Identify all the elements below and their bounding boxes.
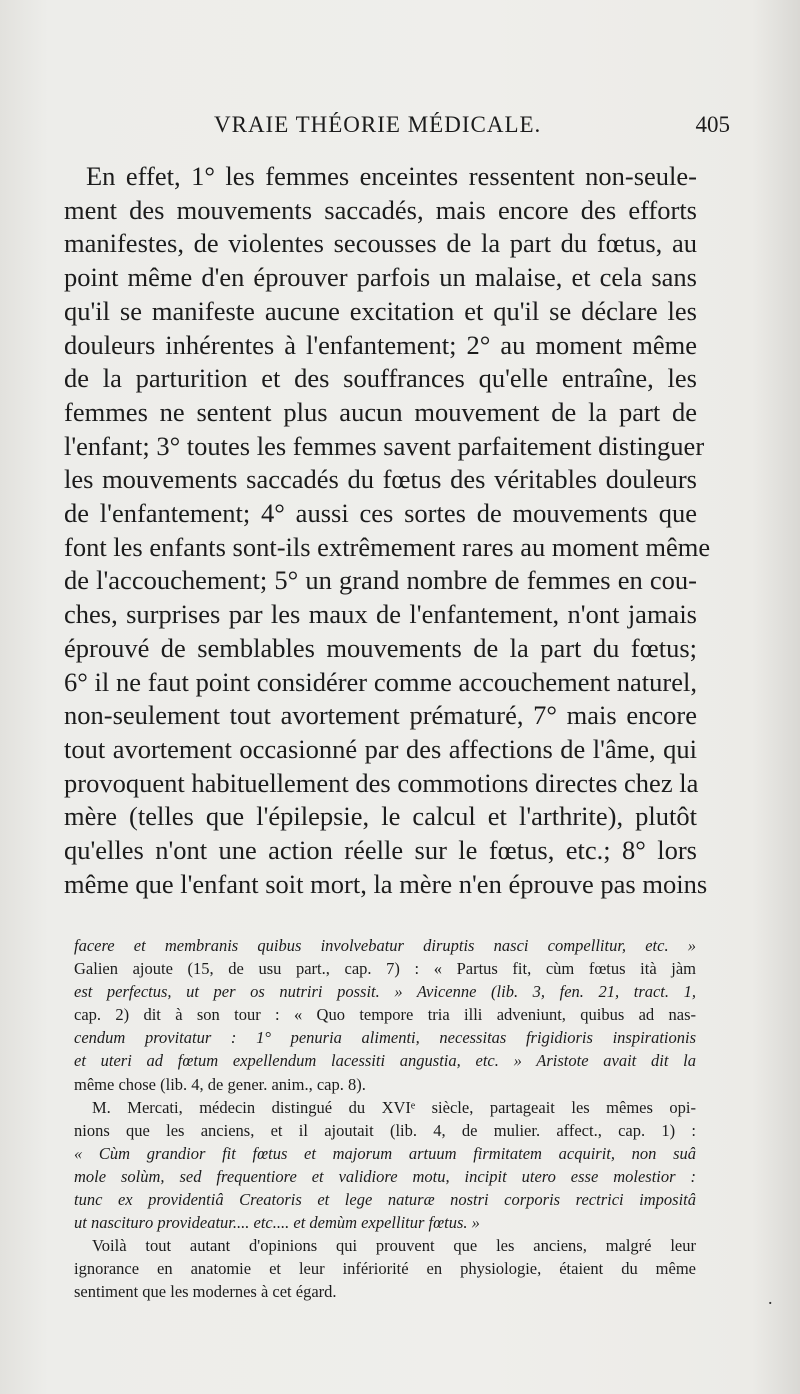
main-text	[64, 160, 711, 901]
page-header	[64, 112, 730, 148]
note-line: « Cùm grandior fit fœtus et majorum artuum firmitatem acquirit, non suâ	[74, 1143, 696, 1163]
note-line: M. Mercati, médecin distingué du XVIᵉ siècle, partageait les mêmes opi-	[92, 1097, 696, 1117]
text-line: qu'elles n'ont une action réelle sur le fœtus, etc.; 8° lors	[64, 835, 697, 866]
note-line: Voilà tout autant d'opinions qui prouvent que les anciens, malgré leur	[92, 1236, 696, 1256]
text-line: éprouvé de semblables mouvements de la part du fœtus;	[64, 632, 697, 663]
text-line: de la parturition et des souffrances qu'elle entraîne, les	[64, 363, 697, 394]
note-line: mole solùm, sed frequentiore et validiore motu, incipit utero esse molestior :	[74, 1166, 696, 1186]
text-line: point même d'en éprouver parfois un malaise, et cela sans	[64, 262, 697, 293]
note-line: facere et membranis quibus involvebatur diruptis nasci compellitur, etc. »	[74, 936, 696, 955]
note-line: cendum provitatur : 1° penuria alimenti, necessitas frigidioris inspirationis	[74, 1028, 696, 1048]
text-line: En effet, 1° les femmes enceintes ressentent non-seule-	[86, 161, 697, 191]
note-line: même chose (lib. 4, de gener. anim., cap. 8).	[74, 1074, 366, 1094]
note-line: ut nasciturо provideatur.... etc.... et demùm expellitur fœtus. »	[74, 1213, 480, 1233]
text-line: de l'accouchement; 5° un grand nombre de femmes en cou-	[64, 565, 697, 596]
page-number: 405	[695, 112, 730, 137]
text-line: non-seulement tout avortement prématuré, 7° mais encore	[64, 700, 697, 731]
text-line: ches, surprises par les maux de l'enfantement, n'ont jamais	[64, 599, 697, 630]
running-title: VRAIE THÉORIE MÉDICALE.	[214, 112, 542, 137]
text-line: l'enfant; 3° toutes les femmes savent parfaitement distinguer	[64, 430, 705, 461]
text-line: douleurs inhérentes à l'enfantement; 2° au moment même	[64, 329, 697, 360]
note-line: est perfectus, ut per os nutriri possit. » Avicenne (lib. 3, fen. 21, tract. 1,	[74, 982, 696, 1002]
text-line: font les enfants sont-ils extrêmement rares au moment même	[64, 531, 711, 562]
text-line: qu'il se manifeste aucune excitation et qu'il se déclare les	[64, 295, 697, 326]
note-line: cap. 2) dit à son tour : « Quo tempore tria illi adveniunt, quibus ad nas-	[74, 1005, 696, 1025]
text-line: mère (telles que l'épilepsie, le calcul et l'arthrite), plutôt	[64, 801, 697, 832]
footnotes	[74, 934, 696, 1304]
text-line: provoquent habituellement des commotions directes chez la	[64, 767, 699, 798]
margin-mark: .	[768, 1288, 773, 1308]
text-line: tout avortement occasionné par des affections de l'âme, qui	[64, 733, 697, 764]
text-line: 6° il ne faut point considérer comme accouchement naturel,	[64, 666, 697, 697]
text-line: ment des mouvements saccadés, mais encore des efforts	[64, 194, 697, 225]
text-line: femmes ne sentent plus aucun mouvement de la part de	[64, 396, 697, 427]
note-line: sentiment que les modernes à cet égard.	[74, 1282, 337, 1302]
text-line: même que l'enfant soit mort, la mère n'en éprouve pas moins	[64, 868, 708, 899]
note-line: tunc ex providentiâ Creatoris et lege naturæ nostri corporis rectrici impositâ	[74, 1190, 696, 1210]
text-line: manifestes, de violentes secousses de la part du fœtus, au	[64, 228, 697, 259]
note-line: Galien ajoute (15, de usu part., cap. 7) : « Partus fit, cùm fœtus ità jàm	[74, 959, 696, 979]
note-line: et uteri ad fœtum expellendum lacessiti angustia, etc. » Aristote avait dit la	[74, 1051, 696, 1071]
text-line: de l'enfantement; 4° aussi ces sortes de mouvements que	[64, 498, 697, 529]
note-line: nions que les anciens, et il ajoutait (lib. 4, de mulier. affect., cap. 1) :	[74, 1120, 696, 1140]
text-line: les mouvements saccadés du fœtus des véritables douleurs	[64, 464, 697, 495]
note-line: ignorance en anatomie et leur infériorité en physiologie, étaient du même	[74, 1259, 696, 1279]
